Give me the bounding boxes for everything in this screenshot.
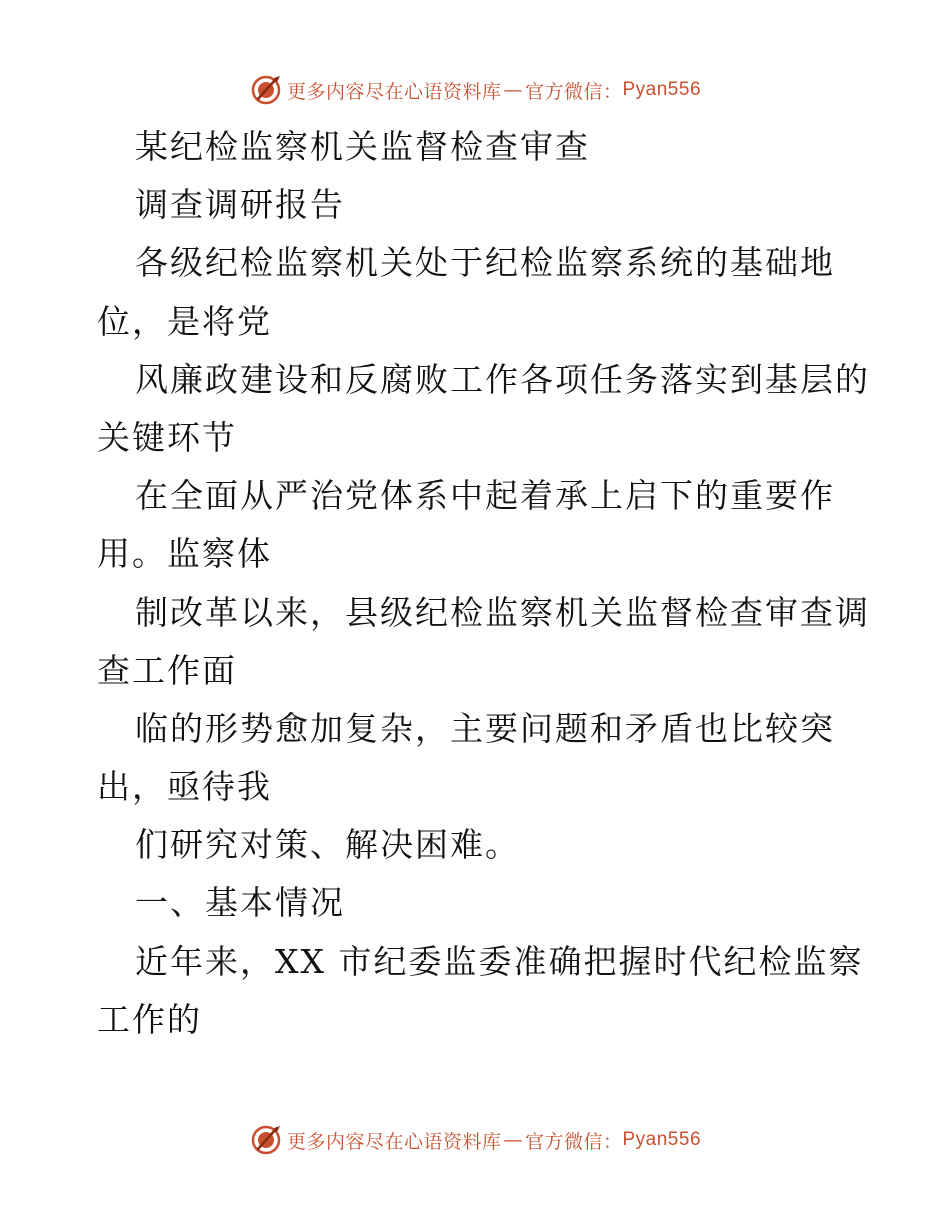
text-line: 在全面从严治党体系中起着承上启下的重要作 bbox=[135, 476, 835, 516]
text-line: 一、基本情况 bbox=[135, 883, 345, 923]
text-line: 查工作面 bbox=[97, 650, 237, 690]
footer-watermark bbox=[0, 1122, 950, 1158]
watermark-wechat-label: 官方微信： bbox=[524, 1130, 623, 1153]
watermark-main-text: 更多内容尽在心语资料库 bbox=[286, 80, 502, 103]
document-body bbox=[97, 118, 877, 1049]
text-line: 各级纪检监察机关处于纪检监察系统的基础地 bbox=[135, 243, 835, 283]
watermark-main-text: 更多内容尽在心语资料库 bbox=[286, 1130, 502, 1153]
text-line: 位，是将党 bbox=[97, 301, 272, 341]
text-line: 近年来，XX 市纪委监委准确把握时代纪检监察 bbox=[135, 941, 864, 981]
watermark-wechat-id: Pyan556 bbox=[622, 79, 702, 100]
watermark-wechat-id: Pyan556 bbox=[622, 1129, 702, 1150]
watermark-wechat-label: 官方微信： bbox=[524, 80, 623, 103]
text-line: 临的形势愈加复杂，主要问题和矛盾也比较突 bbox=[135, 708, 835, 748]
text-line: 风廉政建设和反腐败工作各项任务落实到基层的 bbox=[135, 359, 870, 399]
text-line: 们研究对策、解决困难。 bbox=[135, 825, 520, 865]
watermark-dash: — bbox=[503, 1129, 523, 1151]
text-line: 出，亟待我 bbox=[97, 767, 272, 807]
text-line: 关键环节 bbox=[97, 417, 237, 457]
text-line: 某纪检监察机关监督检查审查 bbox=[135, 127, 590, 166]
watermark-dash: — bbox=[503, 79, 523, 101]
text-line: 用。监察体 bbox=[97, 534, 272, 574]
text-line: 工作的 bbox=[97, 999, 202, 1039]
quill-circle-icon bbox=[249, 73, 283, 107]
text-line: 制改革以来，县级纪检监察机关监督检查审查调 bbox=[135, 592, 870, 632]
header-watermark bbox=[0, 72, 950, 108]
quill-circle-icon bbox=[249, 1123, 283, 1157]
text-line: 调查调研报告 bbox=[135, 185, 345, 225]
